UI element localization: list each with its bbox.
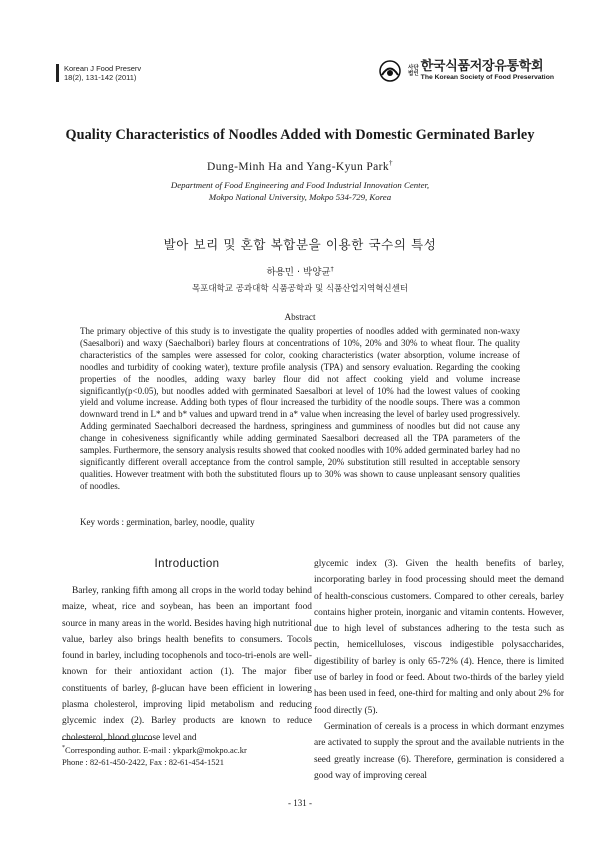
- introduction-heading: Introduction: [154, 558, 220, 570]
- footnote-contact: Phone : 82-61-450-2422, Fax : 82-61-454-1521: [62, 756, 224, 767]
- abstract-heading: Abstract: [284, 312, 316, 322]
- introduction-paragraph-1: Barley, ranking fifth among all crops in the world today behind maize, wheat, rice and soybean, has been an important food source in many areas in the world. Besides having high nutritional value, barley also brings health benefits to consumers. Tocols found in barley, including tocophenols and toco-tri-enols are well-known for their antioxidant action (1). The major fiber constituents of barley, β-glucan have been efficient in lowering plasma cholesterol, improving lipid metabolism and reducing glycemic index (2). Barley products are known to reduce cholesterol, blood glucose level and: [62, 586, 312, 743]
- footnote-divider: [62, 739, 152, 740]
- introduction-right-column: [314, 556, 564, 784]
- korean-authors: [0, 264, 600, 278]
- keywords-label: Key words :: [80, 517, 124, 527]
- abstract-text: The primary objective of this study is to investigate the quality properties of noodles added with germinated non-waxy (Saesalbori) and waxy (Saechalbori) barley flours at concentrations of 10%, 20% and 30% to wheat flour. The quality characteristics of the samples were assessed for color, cooking characteristics (water absorption, volume increase of noodles and turbidity of cooking water), texture profile analysis (TPA) and sensory evaluation. Regarding the cooking properties of the noodles, adding waxy barley flour did not affect cooking yield and volume increase significantly(p<0.05), but noodles added with germinated Saesalbori at level of 10% had the lowest values of cooking yield and volume increase. Adding both types of flour increased the turbidity of the noodle soups. There was a common downward trend in L* and b* values and upward trend in a* value when increasing the level of barley used progressively. Adding germinated Saechalbori decreased the hardness, springiness and gumminess of noodles but did not cause any change in cohesiveness significantly while adding germinated Saesalbori decreased all the TPA parameters of the samples. Furthermore, the sensory analysis results showed that cooked noodles with 10% added germinated barley had no significantly different overall acceptance from the control sample, 20% substitution still resulted in acceptable sensory qualities. However treatment with both the substituted flours up to 30% was shown to cause unpleasant sensory qualities of noodles.: [80, 326, 520, 491]
- korean-author-names: 하용민 · 박양균: [266, 267, 331, 278]
- affiliation-line-2: Mokpo National University, Mokpo 534-729, Korea: [208, 192, 392, 203]
- society-header: [376, 60, 554, 82]
- journal-citation: [56, 64, 141, 82]
- footnote: [62, 742, 247, 768]
- society-logo-icon: [376, 60, 404, 82]
- page-number: - 131 -: [288, 798, 312, 808]
- korean-title: 발아 보리 및 혼합 복합분을 이용한 국수의 특성: [163, 237, 437, 252]
- keywords-list: germination, barley, noodle, quality: [126, 517, 255, 527]
- korean-corresponding-mark: †: [330, 265, 334, 273]
- author-names: Dung-Minh Ha and Yang-Kyun Park: [207, 160, 390, 173]
- korean-affiliation: 목포대학교 공과대학 식품공학과 및 식품산업지역혁신센터: [191, 284, 409, 294]
- article-authors: [0, 159, 600, 173]
- society-korean-name: 한국식품저장유통학회: [420, 59, 544, 74]
- society-type-label: 사단 법인: [408, 65, 419, 77]
- keywords: [80, 517, 255, 527]
- journal-volume: 18(2), 131-142 (2011): [64, 73, 137, 82]
- corresponding-mark: †: [389, 159, 393, 167]
- affiliation-line-1: Department of Food Engineering and Food Industrial Innovation Center,: [170, 180, 430, 190]
- society-english-name: The Korean Society of Food Preservation: [420, 74, 554, 81]
- footnote-author-email: Corresponding author. E-mail : ykpark@mokpo.ac.kr: [65, 744, 247, 755]
- article-title: Quality Characteristics of Noodles Added with Domestic Germinated Barley: [65, 127, 535, 143]
- affiliation: [0, 179, 600, 204]
- journal-name: Korean J Food Preserv: [64, 64, 142, 73]
- abstract-body: [80, 326, 520, 493]
- introduction-paragraph-3: Germination of cereals is a process in which dormant enzymes are activated to supply the sprout and the available nutrients in the seed greatly increase (6). Therefore, germination is considered a good way of improving cereal: [314, 721, 564, 781]
- introduction-left-column: [62, 583, 312, 746]
- footnote-mark: *: [62, 745, 65, 751]
- introduction-paragraph-2: glycemic index (3). Given the health benefits of barley, incorporating barley in food processing should meet the demand of health-conscious customers. Compared to other cereals, barley contains higher protein, inorganic and vitamin contents. However, due to high level of substances adhering to the testa such as pectin, hemicelluloses, viscous indigestible polysaccharides, digestibility of barley is only 65-72% (4). Hence, there is limited use of barley in food or feed. About two-thirds of the barley yield has been used in feed, one-third for malting and only about 2% for food directly (5).: [314, 559, 564, 716]
